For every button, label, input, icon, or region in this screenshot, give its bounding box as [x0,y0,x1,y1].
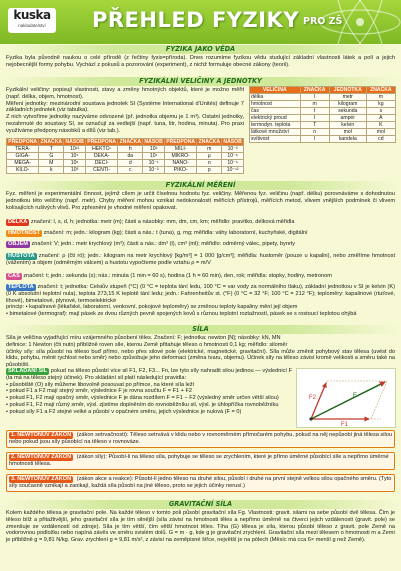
sila-definition: Síla je veličina vyjadřující míru vzájemného působení těles. Značení: F; jednotka: newton [N]; násobky: kN, MN [6,335,281,341]
table-cell: 10³ [64,167,86,174]
table-cell: A [366,115,395,122]
table-cell: sekunda [329,108,366,115]
rule-1: • působiště (O) síly můžeme libovolně posouvat po přímce, na které síla leží [6,381,195,388]
newton-law-1 [6,430,395,448]
force-f2-arrow [311,383,326,419]
page-subtitle: PRO ZŠ [303,16,343,27]
hmotnost-label: HMOTNOST [8,230,41,236]
table-cell: c [118,167,143,174]
resultant-label: F [353,393,357,399]
table-cell: μ [197,153,222,160]
table-cell: MILI- [164,146,196,153]
table-cell: l [300,94,329,101]
table-cell: TERA- [7,146,39,153]
table-cell: CENTI- [85,167,117,174]
hustota-text: značení: ρ (čti ró); jedn.: kilogram na metr krychlový [kg/m³] = 1 000 [g/cm³]; měřidla: hustoměr (pouze u kapalin), nebo změříme hmotnost (vážením) a objem (odměrným válcem) a hustotu vypočteme podle vztahu ρ = m/V [6,253,395,266]
table-cell: cd [366,136,395,143]
table-cell: I [300,115,329,122]
si-header-0: VELIČINA [250,87,301,94]
hmotnost-text: značení: m; jedn.: kilogram (kg); části a nás.: t (tuna), g, mg; měřidla: váhy laboratorní, kuchyňské, digitální [43,230,308,236]
hustota-row [6,253,395,267]
table-cell: DECI- [85,160,117,167]
skladani-sil [6,368,292,416]
table-cell: metr [329,94,366,101]
prefix-header-5: NÁSOB [144,139,163,145]
table-row [7,146,244,153]
section-header-gravitace [0,500,401,509]
table-cell: ampér [329,115,366,122]
table-cell: DEKA- [85,153,117,160]
law-1-text: (zákon setrvačnosti): Těleso setrvává v klidu nebo v rovnoměrném přímočarém pohybu, pokud na něj nepůsobí jiná tělesa silou nebo pokud jsou síly působící na těleso v rovnováze. [9,432,392,445]
section-title: FYZIKÁLNÍ VELIČINY A JEDNOTKY [139,77,262,85]
hustota-label: HUSTOTA [8,253,35,259]
prefix-header-7: ZNAČKA [198,139,221,145]
delka-row [6,219,395,226]
sila-text [6,335,395,369]
prefix-header-1: ZNAČKA [40,139,63,145]
table-cell: p [197,167,222,174]
skladani-label: SKLÁDÁNÍ SIL [8,368,48,374]
delka-text: značení: l, s, d, h; jednotka: metr (m); části a násobky: mm, dm, cm, km; měřidlo: pravítko, délková měřidla [30,219,295,225]
jednotky-definition: Měření jednotky: mezinárodní soustava jednotek SI (Système International d'Unités) definuje 7 základních jednotek (viz tabulka). [6,100,244,114]
table-row [250,136,396,143]
si-header-1: ZNAČKA [300,87,329,94]
law-1-tag: 1. NEWTONŮV ZÁKON [11,432,72,438]
table-cell: délka [250,94,301,101]
table-cell: PIKO- [164,167,196,174]
section-title: SÍLA [192,325,209,333]
table-cell: kilogram [329,101,366,108]
table-cell: látkové množství [250,129,301,136]
section-header-mereni [0,181,401,190]
prefix-header-4: ZNAČKA [119,139,142,145]
teplota-bimetal: • bimetalové (termograf): mají pásek ze dvou různých pevně spojených kovů s různou teplotní roztažností, pásek se s rostoucí teplotou ohýbá [6,311,357,318]
prefix-header-6: PŘEDPONA [166,139,196,145]
table-cell: da [118,153,143,160]
logo-name: kuska [13,8,51,22]
table-cell: HEKTO- [85,146,117,153]
section-title: GRAVITAČNÍ SÍLA [168,500,233,508]
prefix-header-8: NÁSOB [223,139,242,145]
table-cell: n [300,129,329,136]
table-cell: kandela [329,136,366,143]
section-title: FYZIKA JAKO VĚDA [165,45,236,53]
table-cell: 10⁻¹ [143,160,165,167]
publisher-logo [8,8,56,33]
table-row [250,122,396,129]
table-cell: kg [366,101,395,108]
hmotnost-row [6,230,395,237]
skladani-text: pokud na těleso působí více sil F1, F2, F3... Fn, lze tyto síly nahradit silou jedinou — výslednicí F (ta má na těleso stejný účinek). Pro skládání sil platí následující pravidla: [6,368,292,381]
si-header-2: JEDNOTKA [329,87,366,94]
parallelogram-diagram [297,369,397,429]
section-title: FYZIKÁLNÍ MĚŘENÍ [165,181,236,189]
table-cell: svítivost [250,136,301,143]
si-header-3: ZNAČKA [366,87,395,94]
table-cell: MIKRO- [164,153,196,160]
si-units-table [249,86,396,143]
table-cell: m [366,94,395,101]
table-cell: s [366,108,395,115]
table-cell: 10² [143,146,165,153]
table-row [7,153,244,160]
table-row [250,101,396,108]
table-cell: h [118,146,143,153]
table-cell: 10⁻¹² [222,167,244,174]
table-cell: T [39,146,64,153]
section-header-sila [0,325,401,334]
table-cell: NANO- [164,160,196,167]
table-cell: t [300,108,329,115]
table-cell: T [300,122,329,129]
rule-2: • pokud F1 a F2 mají stejný směr, výslednice F je rovna součtu F = F1 + F2 [6,388,193,395]
header [0,0,401,44]
law-3-tag: 3. NEWTONŮV ZÁKON [11,476,72,482]
table-cell: elektrický proud [250,115,301,122]
teplota-text: značení: t; jednotka: Celsiův stupeň (°C) (0 °C = teplota tání ledu, 100 °C = var vody za normálního tlaku), základní jednotkou v SI je kelvin (K) (0 K absolutní teplotní nula), teplota 273,15 K teplotě tání ledu; jedn.: Fahrenheitův st. (°F) (0 °C = 32 °F; 100 °C = 212 °F); teploměry: kapalinové (rtuťové, lihové), bimetalové, plynové, termoelektrické [6,284,395,304]
table-row [250,94,396,101]
veliciny-text [6,87,244,135]
table-cell: mol [329,129,366,136]
logo-subtitle: nakladatelství [18,23,46,28]
rule-5: • pokud síly F1 a F2 stejné velké a působí v opačném směru, jejich výslednice je nulová (F = 0) [6,408,242,415]
table-cell: GIGA- [7,153,39,160]
table-cell: 10⁹ [64,153,86,160]
prefix-header-3: PŘEDPONA [87,139,117,145]
table-cell: 10⁻² [143,167,165,174]
table-cell: d [118,160,143,167]
law-2-text: (zákon síly): Působí-li na těleso síla, pohybuje se těleso se zrychlením, které je přímo úměrné působící síle a nepřímo úměrné hmotnosti tělesa. [9,454,389,467]
mereni-intro: Fyz. měření je experimentální činnost, jejímž cílem je určit číselnou hodnotu fyz. veličiny. Měřenou fyz. veličinu (např. délku) porovnáváme s dohodnutou jednotkou této veličiny (např. metr). Chyby měření mohou vznikat nedokonalostí měřicích přístrojů, měřících metod, vlivem vnějších podmínek či vlivem kolísajících rušivých vlivů. Pro zpřesnění je vhodné měření opakovat. [6,191,395,211]
table-cell: termodyn. teplota [250,122,301,129]
table-cell: G [39,153,64,160]
cas-text: značení: t; jedn.: sekunda (s); nás.: minuta (1 min = 60 s), hodina (1 h = 60 min), den, rok; měřidla: stopky, hodiny, metronom [23,273,332,279]
law-2-tag: 2. NEWTONŮV ZÁKON [11,454,72,460]
prefix-table [6,138,244,174]
table-row [250,108,396,115]
table-cell: KILO- [7,167,39,174]
table-cell: 10⁻⁹ [222,160,244,167]
cas-label: ČAS [8,273,20,279]
gravitace-text: Kolem každého tělesa je gravitační pole. Na každé těleso v tomto poli působí gravitační síla Fg. Vlastnosti: gravit. silami na sebe působí dvě tělesa. Čím je těleso blíž a přitažlivější, jeho gravitační síla je tím silnější (síla závisí na hmotnosti těles a nepřímo úměrně na čtverci jejich vzdálenosti (gravit. pole) se zmenšuje se vzdáleností od zdroje). Síla je tím větší, čím větší hmotnost těles. Tíha (G) tělesa je síla, kterou působí těleso z gravit. pole Země na vodorovnou podložku nebo napíná závěs ve směru svislém dolů. G = m · g, kde g je gravitační zrychlení. Gravitační síla mezi tělesem o hmotnosti m a Zemí je přibližně g = 9,81 N/kg. Grav. zrychlení g = 9,81 m/s², z závisí na zeměpisné šířce, největší je na pólech (Měsíc má cca 6× menší g než Země). [6,510,395,544]
newton-law-2 [6,452,395,470]
table-cell: kelvin [329,122,366,129]
prefix-header-0: PŘEDPONA [8,139,38,145]
table-cell: 10⁻³ [222,146,244,153]
newton-definition: definice: 1 Newton (čti nutn) přibližně roven síle, kterou Země přitahuje těleso o hmotnosti 0,1 kg; měřidlo: siloměr [6,341,288,348]
table-row [7,167,244,174]
resultant-arrow [311,382,385,419]
prefix-header-2: NÁSOB [65,139,84,145]
objem-label: OBJEM [8,241,28,247]
objem-text: značení: V; jedn.: metr krychlový (m³); části a nás.: dm³ (l), cm³ (ml); měřidlo: odměrný válec, pipety, byrety [31,241,296,247]
table-cell: 10⁶ [64,160,86,167]
section-header-fyzika-jako-veda [0,45,401,54]
rule-4: • pokud F1, F2 mají různý směr, výsl. zjistíme doplněním do rovnoběžníku sil, výsl. je úhlopříčka rovnoběžníku [6,402,279,409]
objem-row [6,241,395,248]
table-cell: 10⁻⁶ [222,153,244,160]
table-cell: 10¹ [143,153,165,160]
page-title: PŘEHLED FYZIKY [92,8,300,32]
veliciny-definition: Fyzikální veličiny: popisují vlastnosti, stavy a změny hmotných objektů, které je možno měřit (např. délka, objem, hmotnost). [6,87,244,100]
table-cell: n [197,160,222,167]
teplota-row [6,284,395,318]
table-cell: MEGA- [7,160,39,167]
table-cell: mol [366,129,395,136]
table-cell: 10¹² [64,146,86,153]
teplota-principle: princip: • kapalinové (lékařské, laboratorní, venkovní, pokojové teploměry) se změnou teploty kapaliny mění její objem [6,304,298,311]
f1-label: F1 [341,422,349,428]
f2-label: F2 [309,395,317,401]
teplota-label: TEPLOTA [8,284,34,290]
table-cell: K [366,122,395,129]
table-cell: m [197,146,222,153]
fyzika-jako-veda-text: Fyzika byla původně naukou o celé přírodě (z řečtiny fysis=příroda). Dnes rozumíme fyzikou vědu studující základní vlastnosti látek a polí a jejich nejobecnější formy pohybu. Vychází z pokusů a pozorování (experiment), z nichž formuluje obecné zákony (teorii). [6,55,395,68]
table-cell: čas [250,108,301,115]
table-cell: I [300,136,329,143]
rule-3: • pokud F1, F2 mají opačný směr, výslednice F je dána rozdílem F = F1 − F2 (výsledný směr určen větší silou) [6,395,279,402]
table-cell: k [39,167,64,174]
newton-law-3 [6,474,395,492]
odvozene-jednotky: Z nich vytvoříme jednotky nazýváme odvozené (př. jednotka objemu je 1 m³). Ostatní jednotky, nezahrnuté do soustavy SI, se označují za vedlejší (např. tuna, litr, hodina, minuta). Pro praxi využíváme předpony násobků a dílů (viz tab.). [6,114,244,134]
delka-label: DÉLKA [8,219,28,225]
cas-row [6,273,395,280]
table-cell: M [39,160,64,167]
force-parallelogram-figure [296,368,396,428]
table-row [250,129,396,136]
table-cell: m [300,101,329,108]
table-cell: hmotnost [250,101,301,108]
table-row [250,115,396,122]
sila-ucinky: účinky síly: síla působí na těleso buď přímo, nebo přes silové pole (elektrické, magnetické, gravitační). Síla může změnit pohybový stav tělesa (uvést do klidu, pohybu, měnit rychlost nebo směr) nebo způsobuje jeho deformaci (změna tvaru, objemu). Účinek síly na těleso závisí kromě velikosti a směru také na působišti. [6,348,395,369]
law-3-text: (zákon akce a reakce): Působí-li jedno těleso na druhé silou, působí i druhé na první stejně velkou silou opačného směru. (Tyto síly současně vznikají a zanikají, každá síla působí na jiné těleso, proto se jejich účinky nerusí.) [9,476,392,489]
section-header-veliciny [0,77,401,86]
table-row [7,160,244,167]
